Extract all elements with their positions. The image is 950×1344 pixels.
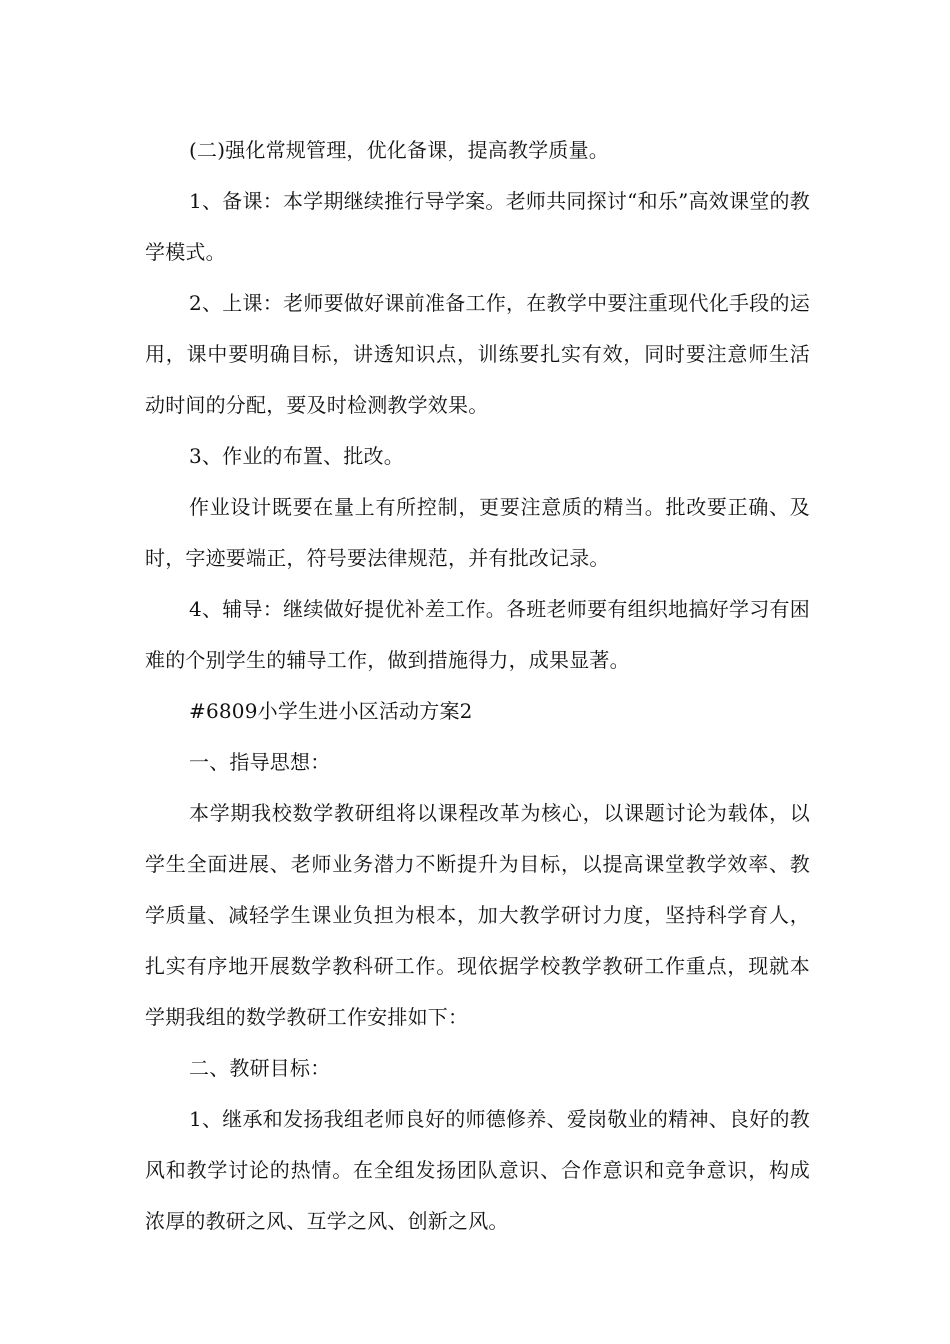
paragraph-guiding-thought: 本学期我校数学教研组将以课程改革为核心，以课题讨论为载体，以学生全面进展、老师业务潜力不断提升为目标，以提高课堂教学效率、教学质量、减轻学生课业负担为根本，加大教学研讨力度，坚持科学育人，扎实有序地开展数学教科研工作。现依据学校教学教研工作重点，现就本学期我组的数学教研工作安排如下： (145, 801, 810, 1029)
paragraph-guiding-heading: 一、指导思想： (189, 750, 331, 774)
paragraph-lesson-prep: 1、备课：本学期继续推行导学案。老师共同探讨“和乐”高效课堂的教学模式。 (145, 189, 810, 264)
document-body (145, 125, 810, 1247)
paragraph-tutoring: 4、辅导：继续做好提优补差工作。各班老师要有组织地搞好学习有困难的个别学生的辅导工作，做到措施得力，成果显著。 (145, 597, 810, 672)
paragraph-goal-one: 1、继承和发扬我组老师良好的师德修养、爱岗敬业的精神、良好的教风和教学讨论的热情。在全组发扬团队意识、合作意识和竞争意识，构成浓厚的教研之风、互学之风、创新之风。 (145, 1107, 810, 1233)
paragraph-homework-heading: 3、作业的布置、批改。 (189, 444, 404, 468)
paragraph-homework: 作业设计既要在量上有所控制，更要注意质的精当。批改要正确、及时，字迹要端正，符号要法律规范，并有批改记录。 (145, 495, 810, 570)
paragraph-section-heading: (二)强化常规管理，优化备课，提高教学质量。 (189, 138, 610, 162)
paragraph-plan-title: #6809小学生进小区活动方案2 (189, 699, 473, 723)
paragraph-teaching: 2、上课：老师要做好课前准备工作，在教学中要注重现代化手段的运用，课中要明确目标，讲透知识点，训练要扎实有效，同时要注意师生活动时间的分配，要及时检测教学效果。 (145, 291, 810, 417)
paragraph-goals-heading: 二、教研目标： (189, 1056, 331, 1080)
